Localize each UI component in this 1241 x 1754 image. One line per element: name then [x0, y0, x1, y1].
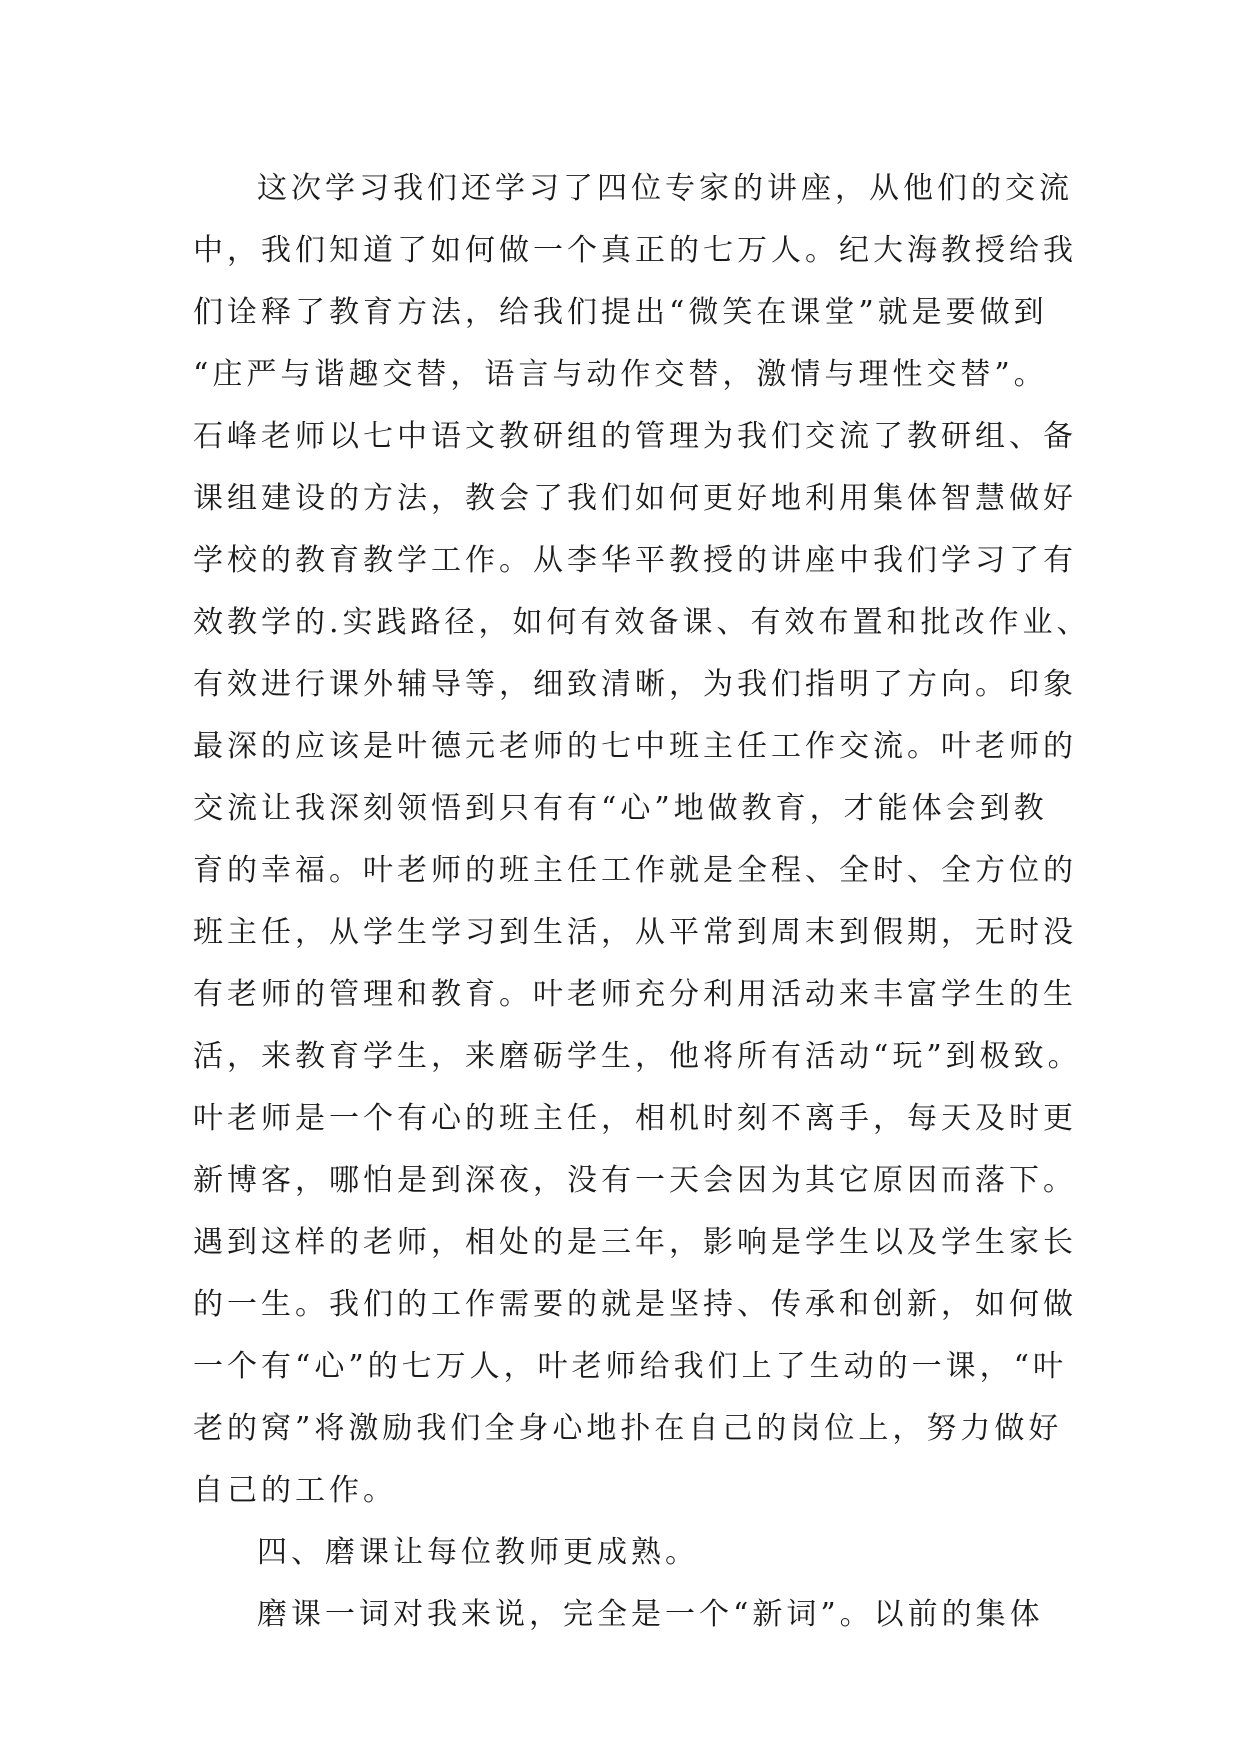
section-heading-text: 四、磨课让每位教师更成熟。: [257, 1535, 699, 1570]
text-line: 学校的教育教学工作。从李华平教授的讲座中我们学习了有: [193, 543, 1077, 578]
text-line: 活，来教育学生，来磨砺学生，他将所有活动“玩”到极致。: [193, 1039, 1082, 1074]
text-line: 育的幸福。叶老师的班主任工作就是全程、全时、全方位的: [193, 853, 1077, 888]
text-line: 们诠释了教育方法，给我们提出“微笑在课堂”就是要做到: [193, 295, 1048, 330]
text-line: 自己的工作。: [193, 1473, 397, 1508]
text-line: 班主任，从学生学习到生活，从平常到周末到假期，无时没: [193, 915, 1077, 950]
text-line: 最深的应该是叶德元老师的七中班主任工作交流。叶老师的: [193, 729, 1077, 764]
text-line: 的一生。我们的工作需要的就是坚持、传承和创新，如何做: [193, 1287, 1077, 1322]
text-line: 遇到这样的老师，相处的是三年，影响是学生以及学生家长: [193, 1225, 1077, 1260]
text-line: 有老师的管理和教育。叶老师充分利用活动来丰富学生的生: [193, 977, 1077, 1012]
text-line: 石峰老师以七中语文教研组的管理为我们交流了教研组、备: [193, 419, 1077, 454]
paragraph-expert-lectures: [193, 158, 1091, 1522]
text-line: 有效进行课外辅导等，细致清晰，为我们指明了方向。印象: [193, 667, 1077, 702]
text-line: 效教学的.实践路径，如何有效备课、有效布置和批改作业、: [193, 605, 1091, 640]
text-line: “庄严与谐趣交替，语言与动作交替，激情与理性交替”。: [193, 357, 1048, 392]
document-body: [193, 158, 1091, 1646]
paragraph-polishing-lessons: [193, 1584, 1053, 1646]
text-line: 老的窝”将激励我们全身心地扑在自己的岗位上，努力做好: [193, 1411, 1063, 1446]
section-heading-4: [193, 1522, 1053, 1584]
text-line: 磨课一词对我来说，完全是一个“新词”。以前的集体: [257, 1597, 1044, 1632]
text-line: 中，我们知道了如何做一个真正的七万人。纪大海教授给我: [193, 233, 1077, 268]
text-line: 交流让我深刻领悟到只有有“心”地做教育，才能体会到教: [193, 791, 1048, 826]
text-line: 叶老师是一个有心的班主任，相机时刻不离手，每天及时更: [193, 1101, 1077, 1136]
text-line: 这次学习我们还学习了四位专家的讲座，从他们的交流: [257, 171, 1073, 206]
text-line: 新博客，哪怕是到深夜，没有一天会因为其它原因而落下。: [193, 1163, 1077, 1198]
text-line: 课组建设的方法，教会了我们如何更好地利用集体智慧做好: [193, 481, 1077, 516]
text-line: 一个有“心”的七万人，叶老师给我们上了生动的一课，“叶: [193, 1349, 1068, 1384]
